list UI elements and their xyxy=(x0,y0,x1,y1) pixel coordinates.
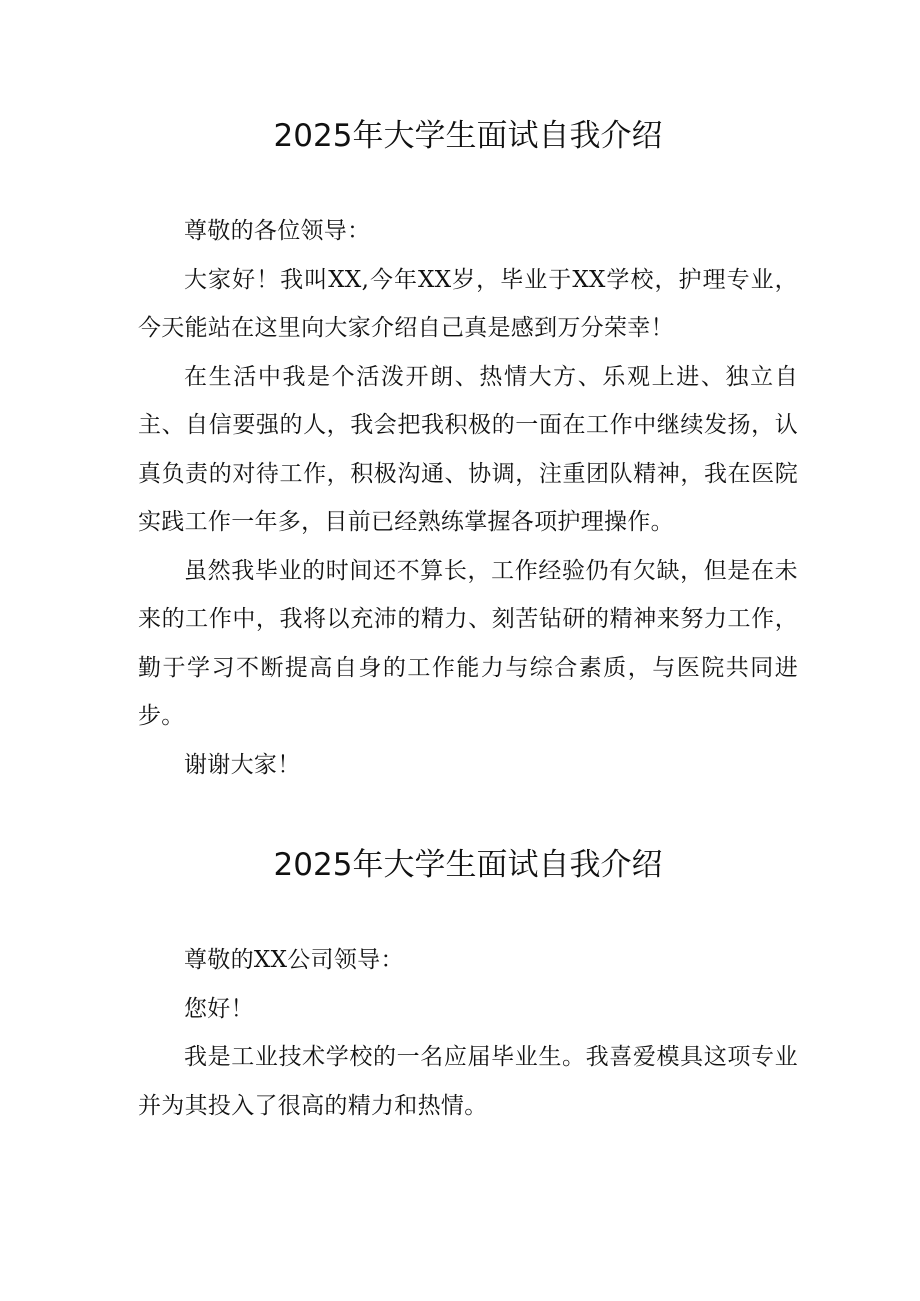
doc1-closing: 谢谢大家！ xyxy=(184,751,301,778)
doc1-paragraph-3: 虽然我毕业的时间还不算长，工作经验仍有欠缺，但是在未来的工作中，我将以充沛的精力、刻苦钻研的精神来努力工作，勤于学习不断提高自身的工作能力与综合素质，与医院共同进步。 xyxy=(138,557,798,729)
doc1-body xyxy=(138,207,798,789)
doc1-title: 2025年大学生面试自我介绍 xyxy=(273,118,663,154)
doc2-greeting: 您好！ xyxy=(184,995,254,1022)
doc2-paragraph-1: 我是工业技术学校的一名应届毕业生。我喜爱模具这项专业并为其投入了很高的精力和热情。 xyxy=(138,1044,798,1119)
doc2-body xyxy=(138,936,798,1130)
doc1-salutation: 尊敬的各位领导： xyxy=(184,218,371,244)
doc1-paragraph-2: 在生活中我是个活泼开朗、热情大方、乐观上进、独立自主、自信要强的人，我会把我积极的一面在工作中继续发扬，认真负责的对待工作，积极沟通、协调，注重团队精神，我在医院实践工作一年多，目前已经熟练掌握各项护理操作。 xyxy=(138,363,798,535)
doc1-paragraph-1: 大家好！我叫XX,今年XX岁，毕业于XX学校，护理专业，今天能站在这里向大家介绍自己真是感到万分荣幸！ xyxy=(138,266,798,341)
doc2-salutation: 尊敬的XX公司领导： xyxy=(184,947,404,973)
doc2-title: 2025年大学生面试自我介绍 xyxy=(273,847,663,883)
